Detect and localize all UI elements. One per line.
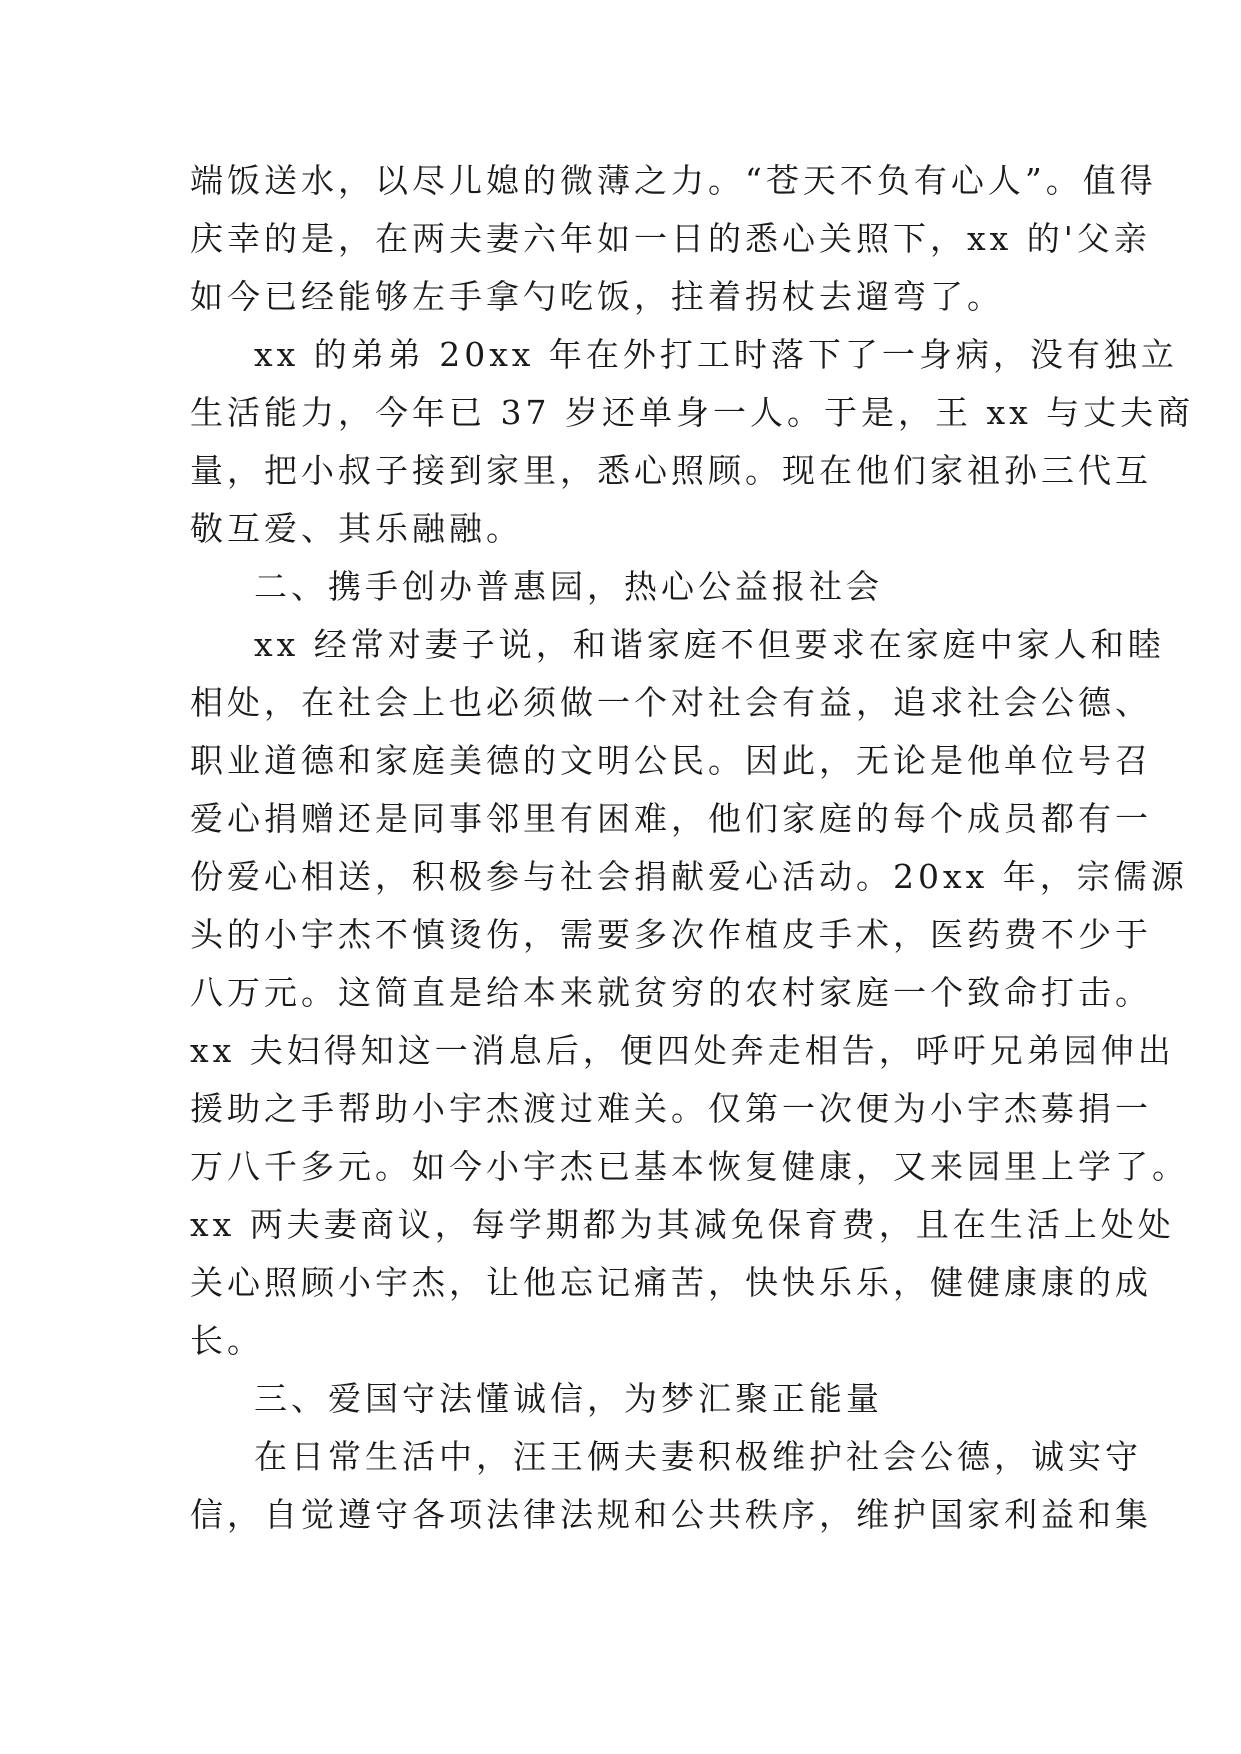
text-line: 爱心捐赠还是同事邻里有困难，他们家庭的每个成员都有一	[190, 799, 1152, 838]
section-heading: 二、携手创办普惠园，热心公益报社会	[254, 567, 883, 606]
text-line: xx 两夫妻商议，每学期都为其减免保育费，且在生活上处处	[190, 1205, 1175, 1244]
text-line: 庆幸的是，在两夫妻六年如一日的悉心关照下，xx 的'父亲	[190, 219, 1151, 258]
text-line: 万八千多元。如今小宇杰已基本恢复健康，又来园里上学了。	[190, 1147, 1189, 1186]
section-heading: 三、爱国守法懂诚信，为梦汇聚正能量	[254, 1379, 883, 1418]
text-line: 如今已经能够左手拿勺吃饭，拄着拐杖去遛弯了。	[190, 277, 1004, 316]
text-line: xx 的弟弟 20xx 年在外打工时落下了一身病，没有独立	[254, 335, 1178, 374]
text-line: 长。	[190, 1321, 264, 1360]
text-line: 相处，在社会上也必须做一个对社会有益，追求社会公德、	[190, 683, 1152, 722]
text-line: 份爱心相送，积极参与社会捐献爱心活动。20xx 年，宗儒源	[190, 857, 1188, 896]
text-line: 在日常生活中，汪王俩夫妻积极维护社会公德，诚实守	[254, 1437, 1142, 1476]
text-line: 生活能力，今年已 37 岁还单身一人。于是，王 xx 与丈夫商	[190, 393, 1195, 432]
text-line: 量，把小叔子接到家里，悉心照顾。现在他们家祖孙三代互	[190, 451, 1152, 490]
text-line: 职业道德和家庭美德的文明公民。因此，无论是他单位号召	[190, 741, 1152, 780]
text-line: 关心照顾小宇杰，让他忘记痛苦，快快乐乐，健健康康的成	[190, 1263, 1152, 1302]
text-line: xx 经常对妻子说，和谐家庭不但要求在家庭中家人和睦	[254, 625, 1165, 664]
text-line: 敬互爱、其乐融融。	[190, 509, 523, 548]
text-line: 援助之手帮助小宇杰渡过难关。仅第一次便为小宇杰募捐一	[190, 1089, 1152, 1128]
text-line: 端饭送水，以尽儿媳的微薄之力。“苍天不负有心人”。值得	[190, 161, 1157, 200]
text-line: 头的小宇杰不慎烫伤，需要多次作植皮手术，医药费不少于	[190, 915, 1152, 954]
text-line: 信，自觉遵守各项法律法规和公共秩序，维护国家利益和集	[190, 1495, 1152, 1534]
text-line: 八万元。这简直是给本来就贫穷的农村家庭一个致命打击。	[190, 973, 1152, 1012]
text-line: xx 夫妇得知这一消息后，便四处奔走相告，呼吁兄弟园伸出	[190, 1031, 1175, 1070]
